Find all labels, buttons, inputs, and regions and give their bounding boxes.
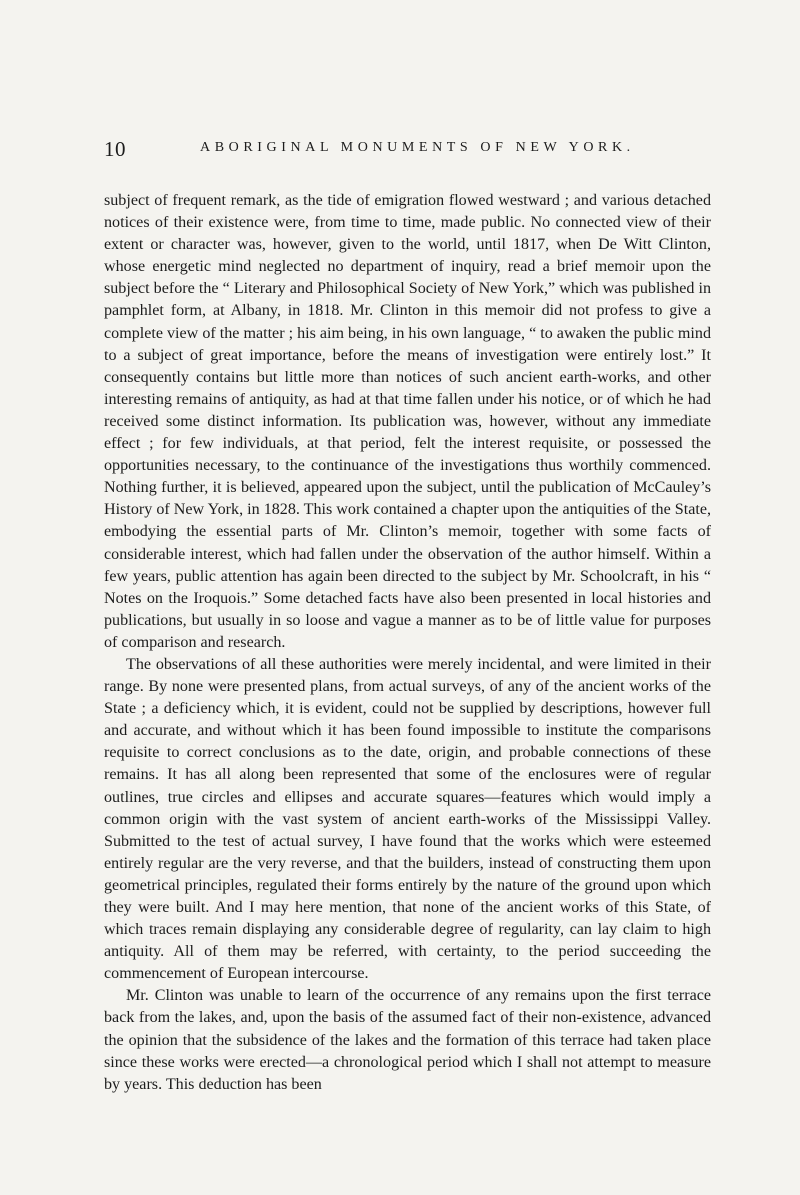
page-header (0, 137, 800, 167)
page-number: 10 (104, 137, 126, 161)
paragraph-2: The observations of all these authorities were merely incidental, and were limited in their range. By none were presented plans, from actual surveys, of any of the ancient works of the State ; a deficiency which, it is evident, could not be supplied by descriptions, however full and accurate, and without which it has been found impossible to institute the comparisons requisite to correct conclusions as to the date, origin, and probable connections of these remains. It has all along been represented that some of the enclosures were of regular outlines, true circles and ellipses and accurate squares—features which would imply a common origin with the vast system of ancient earth-works of the Mississippi Valley. Submitted to the test of actual survey, I have found that the works which were esteemed entirely regular are the very reverse, and that the builders, instead of constructing them upon geometrical principles, regulated their forms entirely by the nature of the ground upon which they were built. And I may here mention, that none of the ancient works of this State, of which traces remain displaying any considerable degree of regularity, can lay claim to high antiquity. All of them may be referred, with certainty, to the period succeeding the commencement of European intercourse. (104, 655, 711, 983)
paragraph-3: Mr. Clinton was unable to learn of the occurrence of any remains upon the first terrace back from the lakes, and, upon the basis of the assumed fact of their non-existence, advanced the opinion that the subsidence of the lakes and the formation of this terrace had taken place since these works were erected—a chronological period which I shall not attempt to measure by years. This deduction has been (104, 987, 711, 1093)
body-text (104, 190, 711, 1096)
paragraph-1: subject of frequent remark, as the tide of emigration flowed westward ; and various detached notices of their existence were, from time to time, made public. No connected view of their extent or character was, however, given to the world, until 1817, when De Witt Clinton, whose energetic mind neglected no department of inquiry, read a brief memoir upon the subject before the “ Literary and Philosophical Society of New York,” which was published in pamphlet form, at Albany, in 1818. Mr. Clinton in this memoir did not profess to give a complete view of the matter ; his aim being, in his own language, “ to awaken the public mind to a subject of great importance, before the means of investigation were entirely lost.” It consequently contains but little more than notices of such ancient earth-works, and other interesting remains of antiquity, as had at that time fallen under his notice, or of which he had received some distinct information. Its publication was, however, without any immediate effect ; for few individuals, at that period, felt the interest requisite, or possessed the opportunities necessary, to the continuance of the investigations thus worthily commenced. Nothing further, it is believed, appeared upon the subject, until the publication of McCauley’s History of New York, in 1828. This work contained a chapter upon the antiquities of the State, embodying the essential parts of Mr. Clinton’s memoir, together with some facts of considerable interest, which had fallen under the observation of the author himself. Within a few years, public attention has again been directed to the subject by Mr. Schoolcraft, in his “ Notes on the Iroquois.” Some detached facts have also been presented in local histories and publications, but usually in so loose and vague a manner as to be of little value for purposes of comparison and research. (104, 192, 711, 651)
running-head: ABORIGINAL MONUMENTS OF NEW YORK. (200, 140, 635, 155)
